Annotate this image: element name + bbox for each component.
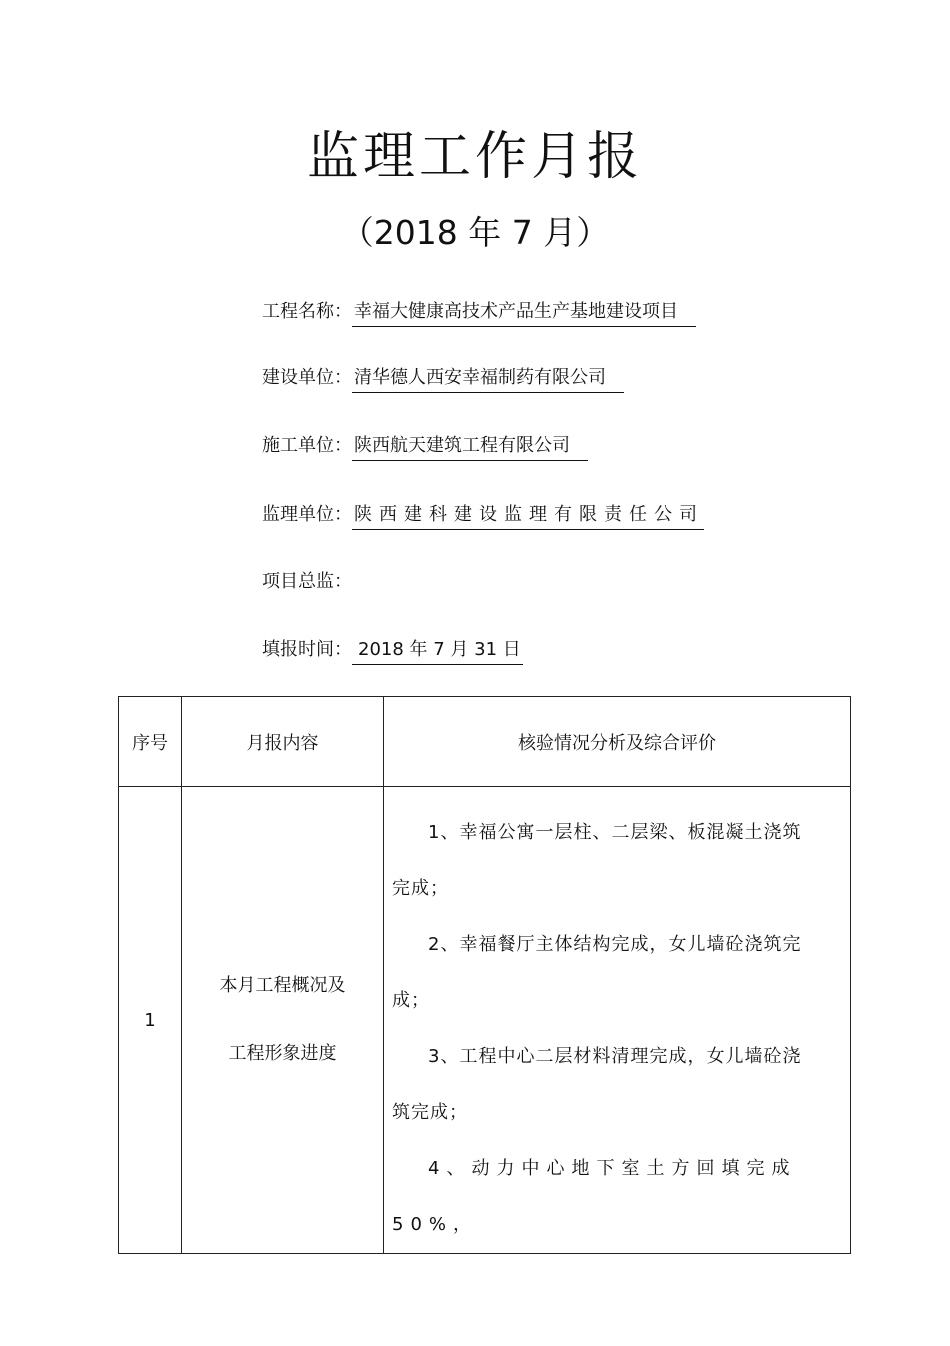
field-label: 项目总监： xyxy=(262,571,352,592)
field-label: 建设单位： xyxy=(262,367,352,388)
report-title: 监理工作月报 xyxy=(306,127,643,187)
field-value: 陕西航天建筑工程有限公司 xyxy=(352,432,588,461)
evaluation-item: 4、动力中心地下室土方回填完成 50%， xyxy=(392,1158,797,1235)
field-supervisor-unit xyxy=(262,501,704,530)
row-content-line: 本月工程概况及 xyxy=(219,975,346,996)
field-chief-supervisor xyxy=(262,568,352,596)
field-project-name xyxy=(262,298,696,327)
row-evaluation xyxy=(384,787,851,1254)
header-index: 序号 xyxy=(119,697,182,787)
report-period: （2018 年 7 月） xyxy=(340,213,610,252)
field-value: 陕西建科建设监理有限责任公司 xyxy=(352,501,704,530)
evaluation-item: 3、工程中心二层材料清理完成，女儿墙砼浇筑完成； xyxy=(392,1046,802,1123)
field-value: 清华德人西安幸福制药有限公司 xyxy=(352,364,624,393)
evaluation-item: 1、幸福公寓一层柱、二层梁、板混凝土浇筑完成； xyxy=(392,822,802,899)
field-label: 填报时间： xyxy=(262,639,352,660)
evaluation-item: 2、幸福餐厅主体结构完成，女儿墙砼浇筑完成； xyxy=(392,934,802,1011)
field-value: 幸福大健康高技术产品生产基地建设项目 xyxy=(352,298,696,327)
row-content xyxy=(182,787,384,1254)
field-label: 工程名称： xyxy=(262,301,352,322)
field-label: 施工单位： xyxy=(262,435,352,456)
header-content: 月报内容 xyxy=(182,697,384,787)
field-contractor xyxy=(262,432,588,461)
table-row xyxy=(119,787,851,1254)
field-label: 监理单位： xyxy=(262,504,352,525)
row-content-line: 工程形象进度 xyxy=(228,1043,337,1064)
table-header-row xyxy=(119,697,851,787)
header-evaluation: 核验情况分析及综合评价 xyxy=(384,697,851,787)
row-index: 1 xyxy=(119,787,182,1254)
report-table xyxy=(118,696,851,1254)
field-value: 2018 年 7 月 31 日 xyxy=(352,636,523,665)
field-client xyxy=(262,364,624,393)
field-report-date xyxy=(262,636,523,665)
